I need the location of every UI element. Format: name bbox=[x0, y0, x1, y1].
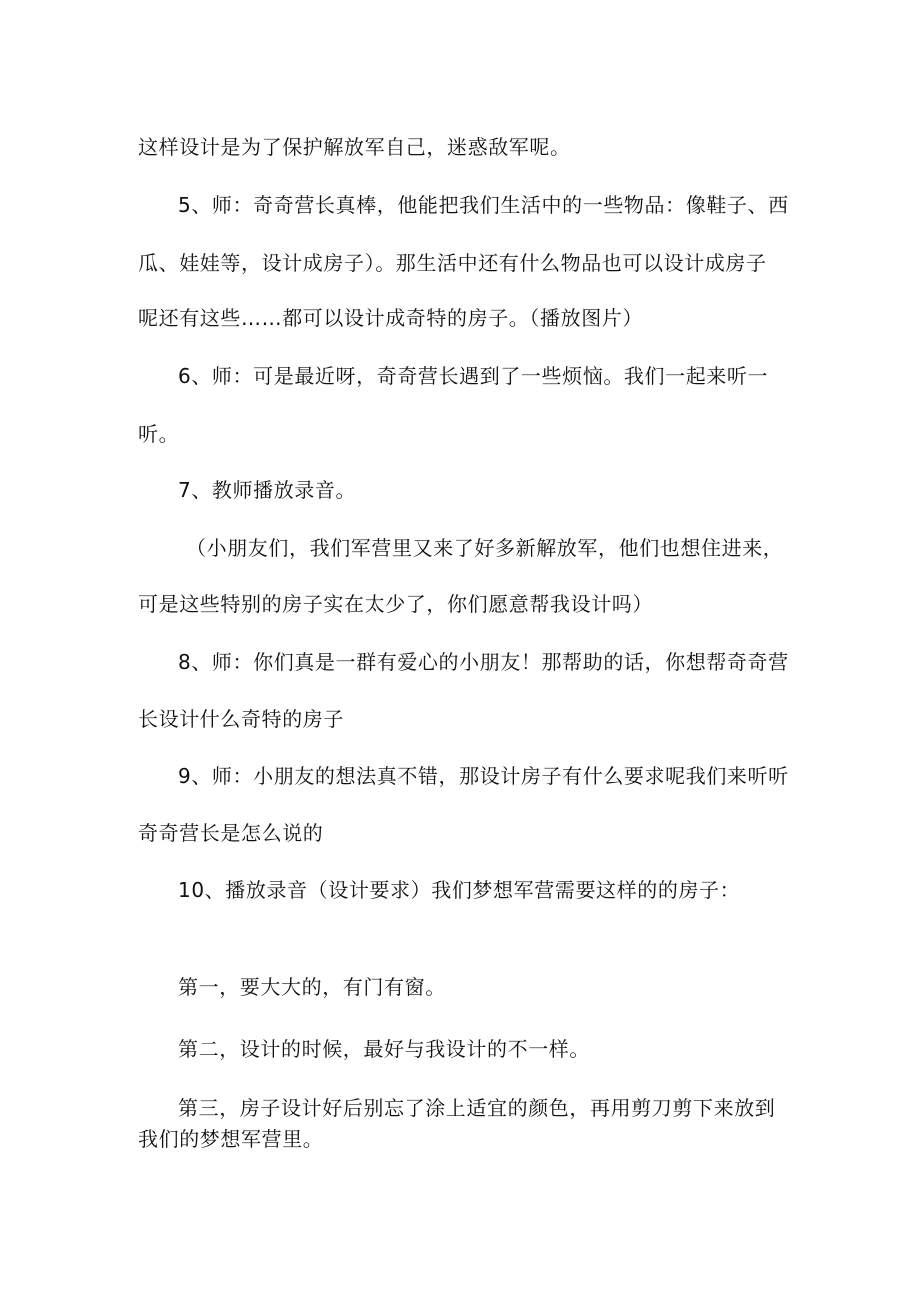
paragraph-line-1: 这样设计是为了保护解放军自己，迷惑敌军呢。 bbox=[138, 135, 571, 159]
recording-line-2: 可是这些特别的房子实在太少了，你们愿意帮我设计吗） bbox=[138, 592, 653, 616]
paragraph-10-line-1: 10、播放录音（设计要求）我们梦想军营需要这样的的房子： bbox=[178, 878, 741, 902]
paragraph-8-line-1: 8、师：你们真是一群有爱心的小朋友！那帮助的话，你想帮奇奇营 bbox=[178, 650, 789, 674]
paragraph-6-line-2: 听。 bbox=[138, 422, 180, 446]
paragraph-6-line-1: 6、师：可是最近呀，奇奇营长遇到了一些烦恼。我们一起来听一 bbox=[178, 364, 769, 388]
paragraph-9-line-2: 奇奇营长是怎么说的 bbox=[138, 821, 324, 845]
paragraph-7-line-1: 7、教师播放录音。 bbox=[178, 478, 357, 502]
requirement-3-line-2: 我们的梦想军营里。 bbox=[138, 1127, 324, 1151]
paragraph-5-line-2: 瓜、娃娃等，设计成房子）。那生活中还有什么物品也可以设计成房子 bbox=[138, 251, 767, 275]
requirement-1: 第一，要大大的，有门有窗。 bbox=[178, 975, 446, 999]
paragraph-5-line-1: 5、师：奇奇营长真棒，他能把我们生活中的一些物品：像鞋子、西 bbox=[178, 193, 789, 217]
recording-line-1: （小朋友们，我们军营里又来了好多新解放军，他们也想住进来， bbox=[186, 536, 784, 560]
paragraph-8-line-2: 长设计什么奇特的房子 bbox=[138, 707, 344, 731]
paragraph-5-line-3: 呢还有这些……都可以设计成奇特的房子。（播放图片） bbox=[138, 306, 643, 330]
paragraph-9-line-1: 9、师：小朋友的想法真不错，那设计房子有什么要求呢我们来听听 bbox=[178, 764, 789, 788]
requirement-3-line-1: 第三，房子设计好后别忘了涂上适宜的颜色，再用剪刀剪下来放到 bbox=[178, 1096, 776, 1120]
requirement-2: 第二，设计的时候，最好与我设计的不一样。 bbox=[178, 1037, 590, 1061]
